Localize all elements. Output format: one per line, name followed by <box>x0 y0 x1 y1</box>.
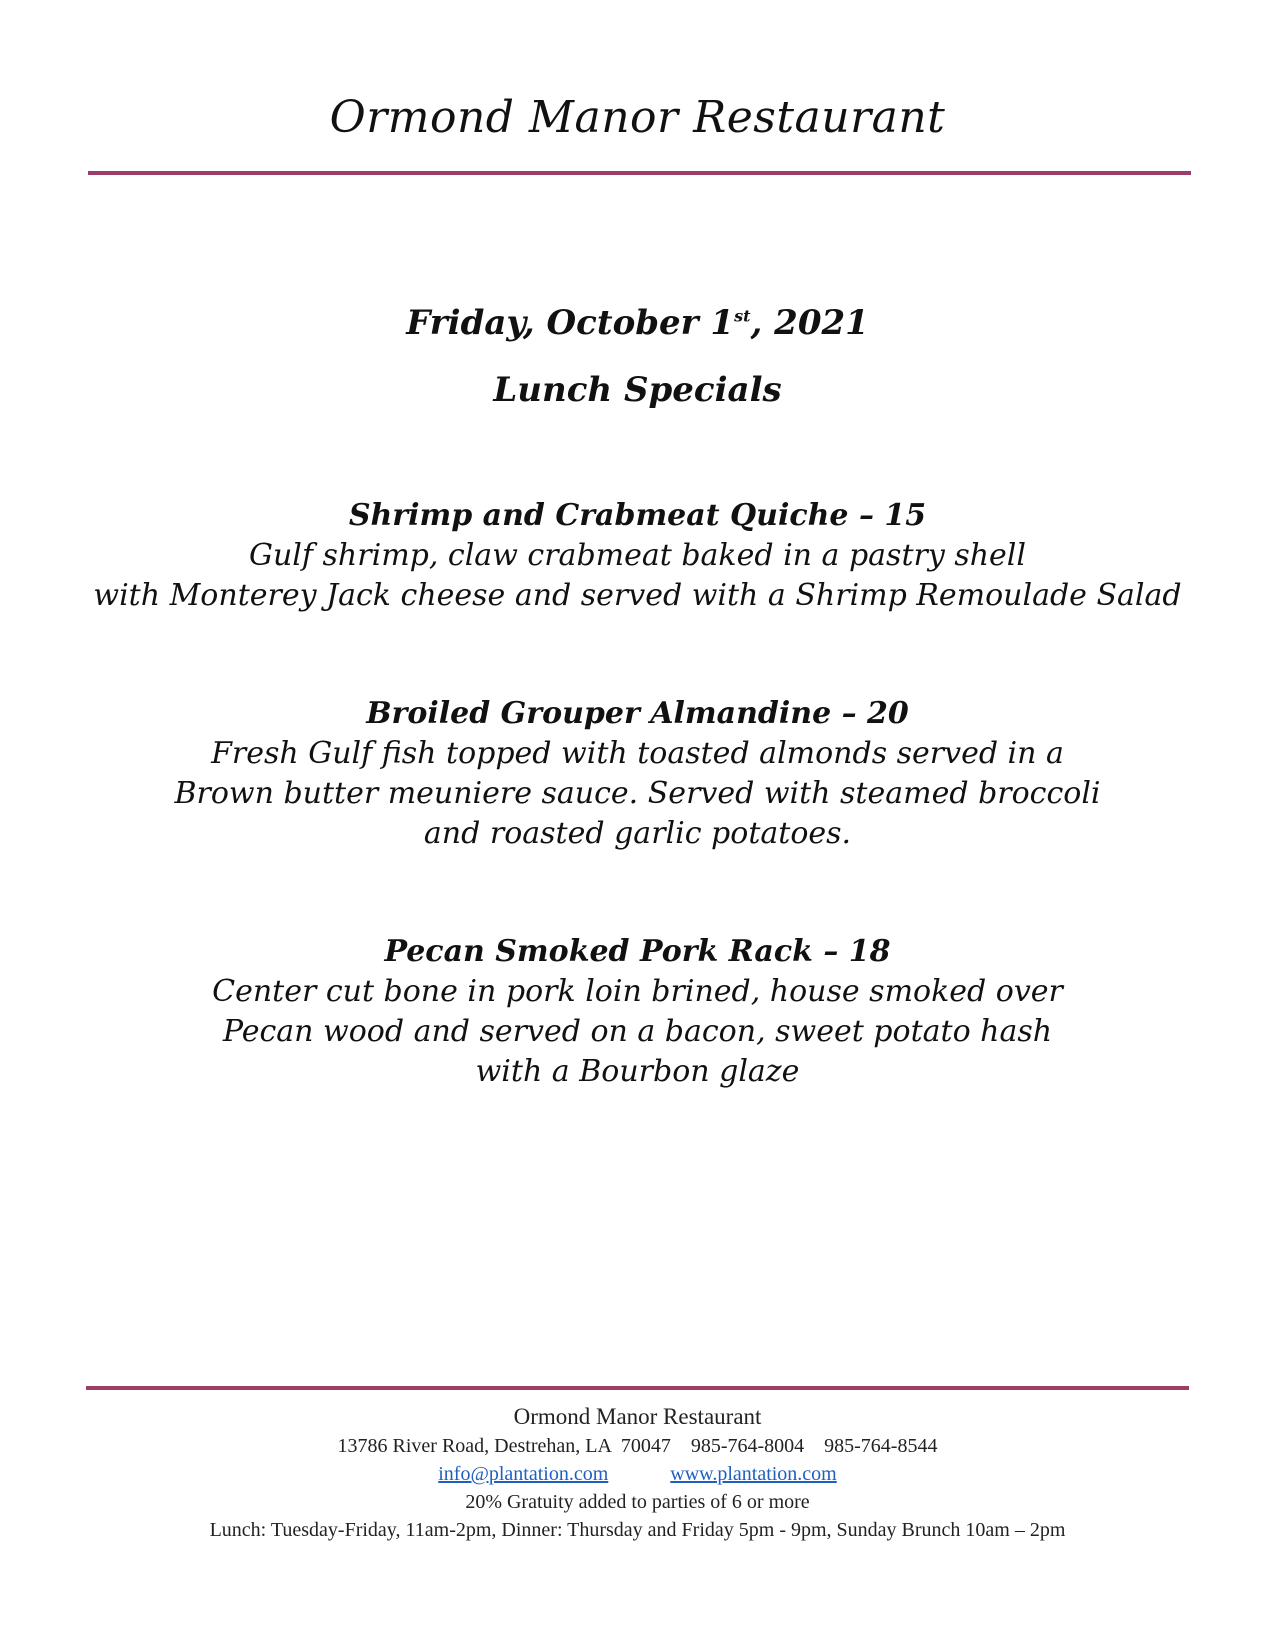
footer-divider <box>86 1386 1189 1390</box>
email-link[interactable]: info@plantation.com <box>438 1463 609 1485</box>
special-description-line: Gulf shrimp, claw crabmeat baked in a pastry shell <box>249 538 1026 573</box>
special-name: Shrimp and Crabmeat Quiche – 15 <box>348 498 927 533</box>
date-suffix: st <box>734 306 751 326</box>
special-description-line: and roasted garlic potatoes. <box>423 816 852 851</box>
special-description-line: Center cut bone in pork loin brined, house smoked over <box>212 974 1063 1009</box>
special-item <box>0 932 1275 1092</box>
special-name: Pecan Smoked Pork Rack – 18 <box>384 934 891 969</box>
footer-restaurant-name: Ormond Manor Restaurant <box>513 1404 762 1429</box>
special-description-line: Fresh Gulf fish topped with toasted almonds served in a <box>211 736 1064 771</box>
special-description-line: Pecan wood and served on a bacon, sweet potato hash <box>222 1014 1053 1049</box>
special-description-line: with a Bourbon glaze <box>475 1054 800 1089</box>
footer-address: 13786 River Road, Destrehan, LA 70047 985-764-8004 985-764-8544 <box>337 1435 938 1457</box>
special-item <box>0 694 1275 854</box>
footer-hours: Lunch: Tuesday-Friday, 11am-2pm, Dinner: Thursday and Friday 5pm - 9pm, Sunday Brunch 10am – 2pm <box>209 1519 1066 1541</box>
special-name: Broiled Grouper Almandine – 20 <box>366 696 909 731</box>
special-description-line: Brown butter meuniere sauce. Served with steamed broccoli <box>174 776 1101 811</box>
footer-gratuity: 20% Gratuity added to parties of 6 or more <box>465 1491 810 1513</box>
menu-subtitle: Lunch Specials <box>493 370 782 410</box>
footer-links <box>0 1460 1275 1488</box>
website-link[interactable]: www.plantation.com <box>670 1463 837 1485</box>
header-divider <box>88 171 1191 175</box>
menu-footer <box>0 1402 1275 1544</box>
menu-date <box>0 302 1275 344</box>
restaurant-title: Ormond Manor Restaurant <box>329 92 946 143</box>
date-text: Friday, October 1 <box>406 303 735 343</box>
date-year: , 2021 <box>750 303 869 343</box>
special-item <box>0 496 1275 616</box>
special-description-line: with Monterey Jack cheese and served with a Shrimp Remoulade Salad <box>93 578 1182 613</box>
